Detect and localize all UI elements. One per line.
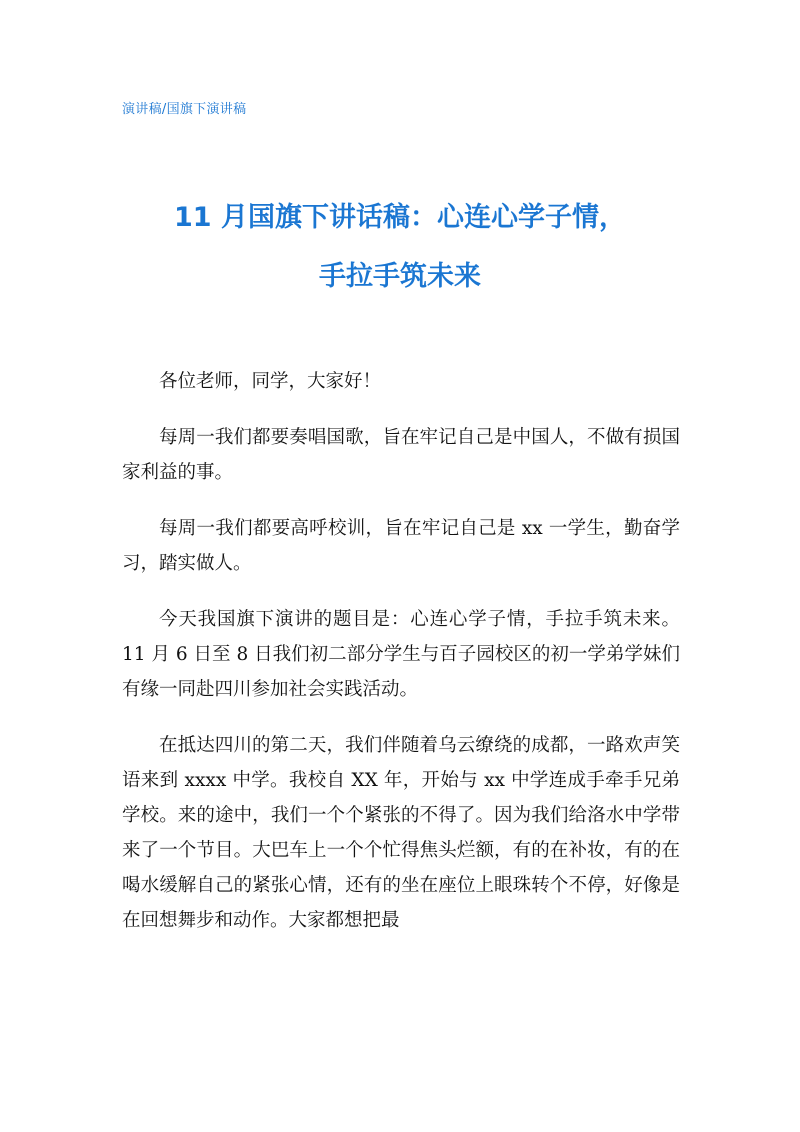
paragraph-anthem: 每周一我们都要奏唱国歌，旨在牢记自己是中国人，不做有损国家利益的事。 (122, 427, 680, 483)
breadcrumb[interactable]: 演讲稿/国旗下演讲稿 (122, 102, 247, 117)
paragraph-greeting: 各位老师，同学，大家好！ (159, 371, 382, 392)
paragraph-trip: 在抵达四川的第二天，我们伴随着乌云缭绕的成都，一路欢声笑语来到 xxxx 中学。我校自 XX 年，开始与 xx 中学连成手牵手兄弟学校。来的途中，我们一个个紧张的不得了。因为我们给洛水中学带来了一个节目。大巴车上一个个忙得焦头烂额，有的在补妆，有的在喝水缓解自己的紧张心情，还有的坐在座位上眼珠转个不停，好像是在回想舞步和动作。大家都想把最 (122, 735, 680, 931)
page-title (100, 188, 700, 306)
paragraph-topic: 今天我国旗下演讲的题目是：心连心学子情，手拉手筑未来。11 月 6 日至 8 日我们初二部分学生与百子园校区的初一学弟学妹们有缘一同赴四川参加社会实践活动。 (122, 609, 680, 700)
title-line-2: 手拉手筑未来 (319, 261, 481, 292)
title-line-1: 11 月国旗下讲话稿：心连心学子情， (174, 202, 626, 233)
paragraph-motto: 每周一我们都要高呼校训，旨在牢记自己是 xx 一学生，勤奋学习，踏实做人。 (122, 518, 680, 574)
document-body (122, 364, 680, 959)
